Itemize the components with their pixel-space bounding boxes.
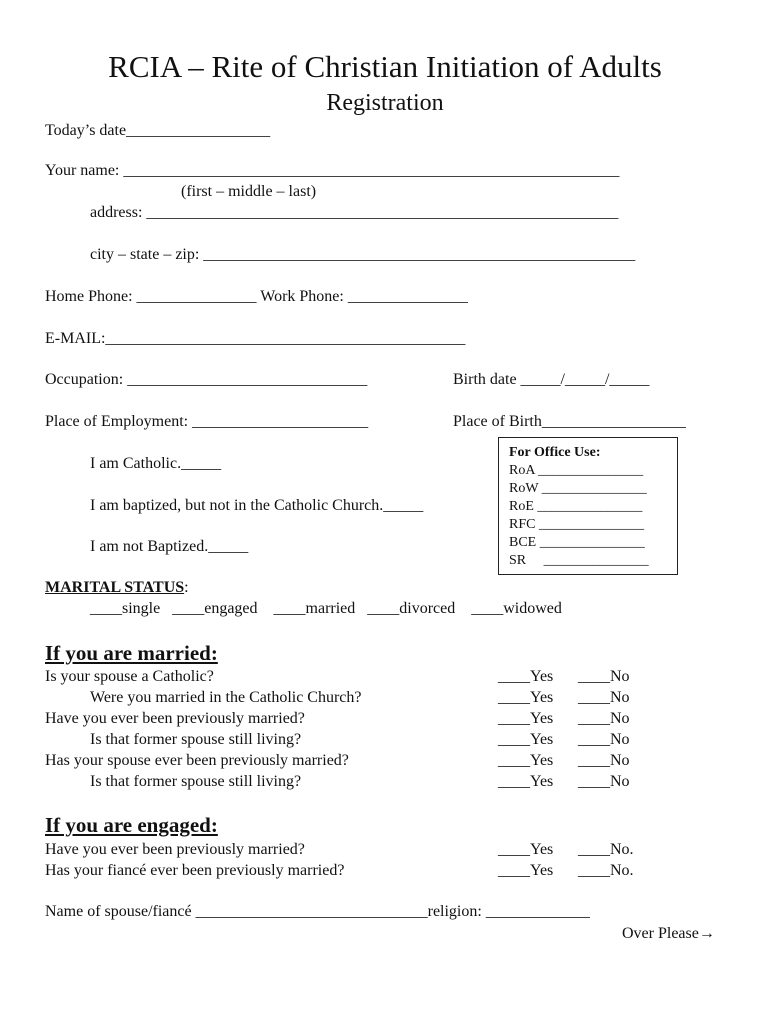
- married-question-6: Is that former spouse still living?: [90, 773, 302, 790]
- catholic-field[interactable]: I am Catholic._____: [90, 455, 222, 472]
- marital-status-options[interactable]: ____single ____engaged ____married ____divorced ____widowed: [90, 600, 562, 617]
- married-no-3[interactable]: ____No: [578, 710, 630, 727]
- spouse-name-field[interactable]: Name of spouse/fiancé _____________________________religion: _____________: [45, 903, 590, 920]
- over-please-note: Over Please→: [622, 925, 715, 942]
- office-row-sr[interactable]: SR _______________: [509, 553, 649, 568]
- married-question-3: Have you ever been previously married?: [45, 710, 305, 727]
- married-no-2[interactable]: ____No: [578, 689, 630, 706]
- married-yes-3[interactable]: ____Yes: [498, 710, 554, 727]
- married-no-5[interactable]: ____No: [578, 752, 630, 769]
- married-no-4[interactable]: ____No: [578, 731, 630, 748]
- engaged-no-1[interactable]: ____No.: [578, 841, 634, 858]
- office-row-roe[interactable]: RoE _______________: [509, 499, 643, 514]
- todays-date-field[interactable]: Today’s date__________________: [45, 122, 271, 139]
- married-yes-1[interactable]: ____Yes: [498, 668, 554, 685]
- married-yes-5[interactable]: ____Yes: [498, 752, 554, 769]
- married-yes-6[interactable]: ____Yes: [498, 773, 554, 790]
- married-no-1[interactable]: ____No: [578, 668, 630, 685]
- office-row-bce[interactable]: BCE _______________: [509, 535, 645, 550]
- birth-place-field[interactable]: Place of Birth__________________: [453, 413, 686, 430]
- office-use-title: For Office Use:: [509, 445, 601, 460]
- married-question-1: Is your spouse a Catholic?: [45, 668, 214, 685]
- office-row-rfc[interactable]: RFC _______________: [509, 517, 644, 532]
- office-use-box: [498, 437, 678, 575]
- address-field[interactable]: address: ___________________________________________________________: [90, 204, 619, 221]
- name-hint: (first – middle – last): [181, 183, 317, 200]
- engaged-section-title: If you are engaged:: [45, 813, 218, 837]
- occupation-field[interactable]: Occupation: ______________________________: [45, 371, 368, 388]
- office-row-roa[interactable]: RoA _______________: [509, 463, 644, 478]
- engaged-yes-2[interactable]: ____Yes: [498, 862, 554, 879]
- engaged-no-2[interactable]: ____No.: [578, 862, 634, 879]
- married-question-4: Is that former spouse still living?: [90, 731, 302, 748]
- married-question-5: Has your spouse ever been previously married?: [45, 752, 349, 769]
- office-row-row[interactable]: RoW _______________: [509, 481, 647, 496]
- marital-status-heading: [45, 578, 189, 598]
- married-section-title: If you are married:: [45, 641, 218, 665]
- birth-date-field[interactable]: Birth date _____/_____/_____: [453, 371, 650, 388]
- engaged-question-2: Has your fiancé ever been previously married?: [45, 862, 345, 879]
- city-state-zip-field[interactable]: city – state – zip: ______________________________________________________: [90, 246, 636, 263]
- page-subtitle: Registration: [326, 90, 444, 116]
- married-question-2: Were you married in the Catholic Church?: [90, 689, 362, 706]
- phone-fields[interactable]: Home Phone: _______________ Work Phone: _______________: [45, 288, 468, 305]
- marital-status-title: MARITAL STATUS: [45, 579, 185, 596]
- marital-status-colon: :: [184, 579, 189, 596]
- married-yes-2[interactable]: ____Yes: [498, 689, 554, 706]
- page-title: RCIA – Rite of Christian Initiation of Adults: [108, 49, 662, 84]
- baptized-other-field[interactable]: I am baptized, but not in the Catholic Church._____: [90, 497, 424, 514]
- your-name-field[interactable]: Your name: ______________________________________________________________: [45, 162, 620, 179]
- married-yes-4[interactable]: ____Yes: [498, 731, 554, 748]
- married-no-6[interactable]: ____No: [578, 773, 630, 790]
- email-field[interactable]: E-MAIL:_____________________________________________: [45, 330, 466, 347]
- employment-field[interactable]: Place of Employment: ______________________: [45, 413, 369, 430]
- not-baptized-field[interactable]: I am not Baptized._____: [90, 538, 249, 555]
- engaged-question-1: Have you ever been previously married?: [45, 841, 305, 858]
- engaged-yes-1[interactable]: ____Yes: [498, 841, 554, 858]
